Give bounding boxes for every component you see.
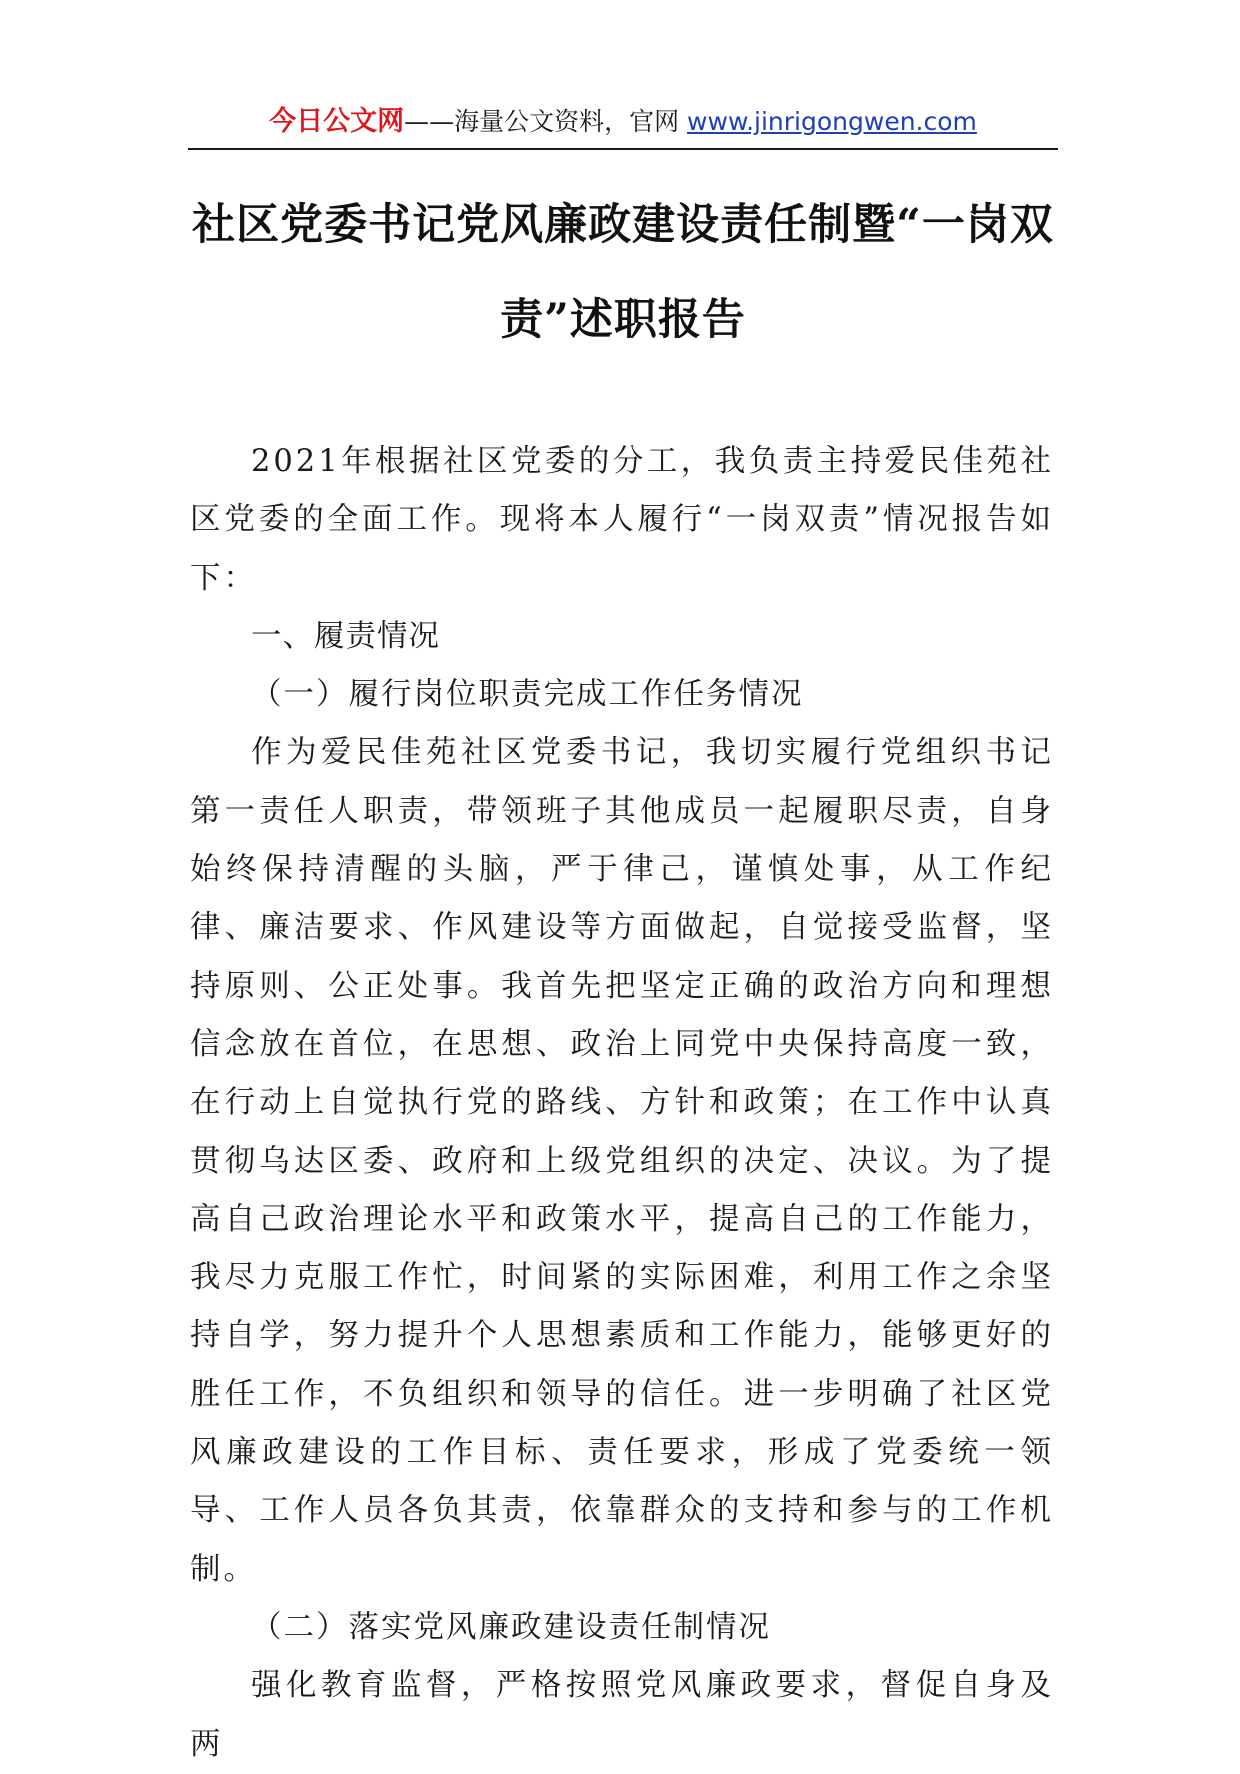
site-brand: 今日公文网 bbox=[269, 106, 405, 137]
header-divider bbox=[188, 148, 1058, 150]
body-paragraph: 作为爱民佳苑社区党委书记，我切实履行党组织书记第一责任人职责，带领班子其他成员一起履职尽责，自身始终保持清醒的头脑，严于律己，谨慎处事，从工作纪律、廉洁要求、作风建设等方面做起，自觉接受监督，坚持原则、公正处事。我首先把坚定正确的政治方向和理想信念放在首位，在思想、政治上同党中央保持高度一致，在行动上自觉执行党的路线、方针和政策；在工作中认真贯彻乌达区委、政府和上级党组织的决定、决议。为了提高自己政治理论水平和政策水平，提高自己的工作能力，我尽力克服工作忙，时间紧的实际困难，利用工作之余坚持自学，努力提升个人思想素质和工作能力，能够更好的胜任工作，不负组织和领导的信任。进一步明确了社区党风廉政建设的工作目标、责任要求，形成了党委统一领导、工作人员各负其责，依靠群众的支持和参与的工作机制。 bbox=[190, 735, 1054, 1587]
body-paragraph: 强化教育监督，严格按照党风廉政要求，督促自身及两 bbox=[190, 1668, 1054, 1762]
document-body bbox=[190, 433, 1054, 1774]
section-heading: 一、履责情况 bbox=[251, 618, 440, 654]
site-url-link[interactable]: www.jinrigongwen.com bbox=[687, 107, 977, 136]
site-header bbox=[188, 100, 1058, 144]
document-title: 社区党委书记党风廉政建设责任制暨“一岗双责”述职报告 bbox=[192, 200, 1054, 345]
intro-paragraph: 2021年根据社区党委的分工，我负责主持爱民佳苑社区党委的全面工作。现将本人履行“一岗双责”情况报告如下： bbox=[190, 444, 1054, 596]
subsection-heading: （一）履行岗位职责完成工作任务情况 bbox=[251, 677, 804, 713]
subsection-heading: （二）落实党风廉政建设责任制情况 bbox=[251, 1609, 771, 1645]
header-description: 海量公文资料，官网 bbox=[454, 107, 688, 136]
header-dash: —— bbox=[404, 107, 455, 136]
